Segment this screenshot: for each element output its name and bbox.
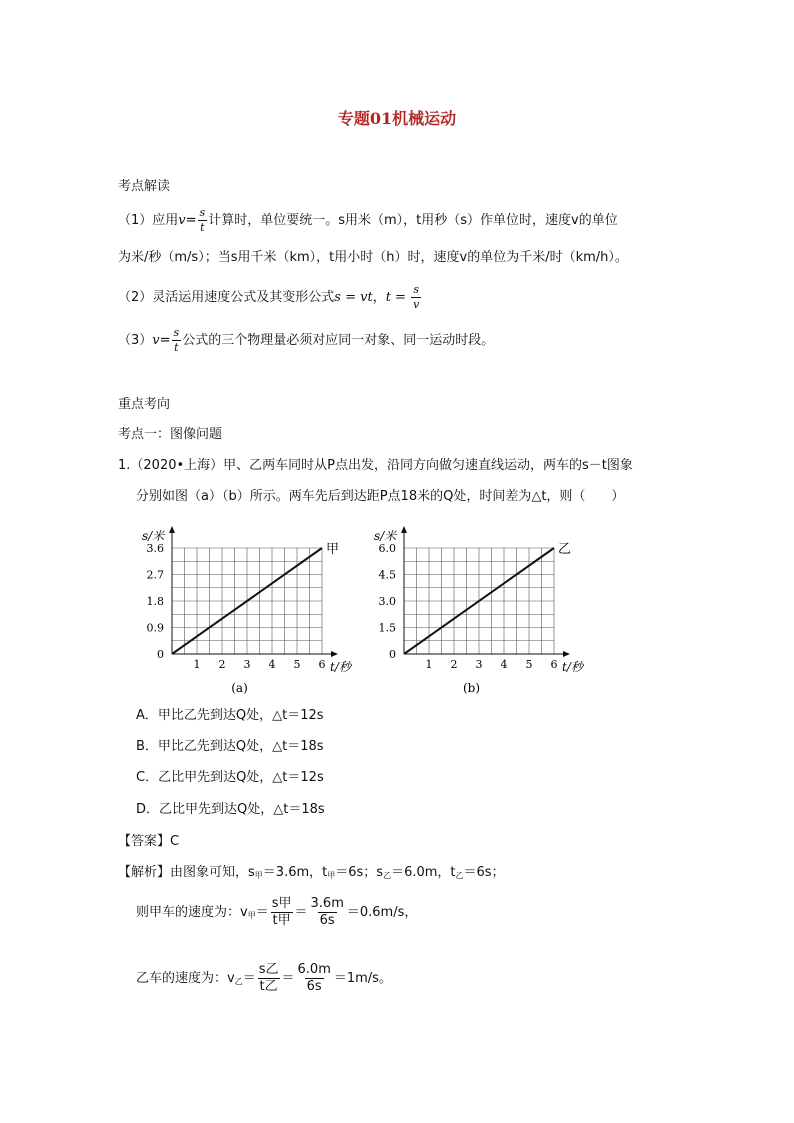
chart-caption: (b) [462,681,481,695]
option-c: C．乙比甲先到达Q处，△t＝12s [136,770,324,785]
x-tick-label: 2 [218,658,226,671]
section-heading-focus: 重点考向 [118,397,171,412]
frac-num: s甲 [271,896,292,911]
y-tick-label: 4.5 [378,568,396,582]
y-axis-arrow [401,526,407,533]
calc-line-2 [136,962,392,995]
y-tick-label: 2.7 [146,568,164,582]
sub-yi: 乙 [234,977,243,986]
x-axis-label: t/秒 [330,660,351,674]
chart-b [362,514,602,698]
chart-caption: (a) [231,681,248,695]
frac-num: 3.6m [310,896,344,911]
y-tick-label: 3.0 [378,595,396,608]
frac-num: 6.0m [297,962,331,977]
fraction-values-jia [309,896,346,929]
subsection-heading: 考点一：图像问题 [118,427,223,442]
question-line-1: 1.（2020•上海）甲、乙两车同时从P点出发，沿同方向做匀速直线运动，两车的s－t图象 [118,458,633,473]
sub-jia: 甲 [254,871,263,880]
point-1-text: 计算时，单位要统一。s用米（m），t用秒（s）作单位时，速度v的单位 [208,213,618,228]
y-tick-label: 0.9 [146,621,164,635]
point-3-prefix: （3） [118,333,153,348]
eq-sign: ＝ [281,971,295,986]
point-1-line-2: 为米/秒（m/s）；当s用千米（km），t用小时（h）时，速度v的单位为千米/时（km/h）。 [118,250,628,265]
fraction-values-yi [296,962,333,995]
x-tick-label: 1 [193,658,201,671]
point-3-text: 公式的三个物理量必须对应同一对象、同一运动时段。 [182,333,495,348]
section-heading-analysis: 考点解读 [118,179,171,194]
eq-sign: ＝ [294,905,308,920]
calc-1-result: ＝0.6m/s， [346,905,418,920]
frac-num: s [199,206,206,219]
x-axis-arrow [563,651,570,657]
frac-den: t [174,341,179,354]
point-2-text: （2）灵活运用速度公式及其变形公式 [118,290,335,305]
frac-den: v [413,298,420,311]
x-axis-label: t/秒 [562,660,583,674]
analysis-text: 由图象可知，s [170,865,255,880]
option-b: B．甲比乙先到达Q处，△t＝18s [136,739,324,754]
frac-den: 6s [319,913,335,928]
x-tick-label: 5 [525,658,533,671]
calc-2-result: ＝1m/s。 [333,971,392,986]
sub-yi: 乙 [383,871,392,880]
y-axis-arrow [169,526,175,533]
x-axis-arrow [331,651,338,657]
series-label: 乙 [558,542,572,557]
analysis-part: ＝6s； [463,865,505,880]
frac-num: s乙 [258,962,279,977]
y-axis-label: s/米 [374,529,397,543]
answer-line [118,833,179,851]
y-tick-label: 3.6 [146,542,164,555]
formula-s-over-t [172,326,182,355]
y-tick-label: 1.8 [146,595,164,608]
option-d: D．乙比甲先到达Q处，△t＝18s [136,802,325,817]
frac-num: s [173,326,180,339]
sub-jia: 甲 [327,871,336,880]
analysis-part: ＝3.6m，t [262,865,328,880]
y-tick-label: 6.0 [378,542,396,555]
x-tick-label: 6 [318,658,326,671]
formula-eq: = [185,213,197,228]
eq-sign: ＝ [242,971,256,986]
formula-v: v [152,333,160,348]
calc-2-label: 乙车的速度为：v [136,971,235,986]
formula-comma: ， [372,290,386,305]
formula-eq: = [159,333,171,348]
frac-den: t乙 [259,979,278,994]
point-1-prefix: （1）应用 [118,213,179,228]
frac-den: t [200,221,205,234]
y-axis-label: s/米 [142,529,165,543]
formula-s-vt: s = vt [334,290,373,305]
option-a: A．甲比乙先到达Q处，△t＝12s [136,708,324,723]
page-title: 专题01机械运动 [337,109,457,128]
point-1-line-1 [118,206,618,235]
chart-a [130,514,351,698]
x-tick-label: 4 [500,658,508,671]
frac-den: 6s [306,979,322,994]
fraction-s-t-yi [257,962,281,995]
series-label: 甲 [326,542,340,557]
x-tick-label: 3 [475,658,483,671]
y-tick-label: 1.5 [378,621,396,635]
eq-sign: ＝ [255,905,269,920]
answer-label: 【答案】 [118,834,171,849]
question-line-2: 分别如图（a）（b）所示。两车先后到达距P点18米的Q处，时间差为△t，则（ ） [136,489,625,504]
formula-v: v [178,213,186,228]
sub-jia: 甲 [247,911,256,920]
formula-t-eq: t = [385,290,406,305]
analysis-label: 【解析】 [118,865,171,880]
calc-1-label: 则甲车的速度为：v [136,905,248,920]
x-tick-label: 3 [243,658,251,671]
point-2-line [118,283,422,312]
y-tick-label: 0 [389,648,396,661]
formula-s-over-t [198,206,208,235]
x-tick-label: 6 [550,658,558,671]
point-3-line [118,326,494,355]
frac-den: t甲 [272,913,291,928]
analysis-line [118,864,505,885]
analysis-part: ＝6s；s [335,865,384,880]
fraction-s-t-jia [270,896,294,929]
analysis-part: ＝6.0m，t [391,865,456,880]
y-tick-label: 0 [157,648,164,661]
sub-yi: 乙 [455,871,464,880]
x-tick-label: 4 [268,658,276,671]
x-tick-label: 5 [293,658,301,671]
x-tick-label: 1 [425,658,433,671]
x-tick-label: 2 [450,658,458,671]
answer-value: C [170,834,180,849]
calc-line-1 [136,896,417,929]
frac-num: s [413,283,420,296]
formula-s-over-v [411,283,421,312]
